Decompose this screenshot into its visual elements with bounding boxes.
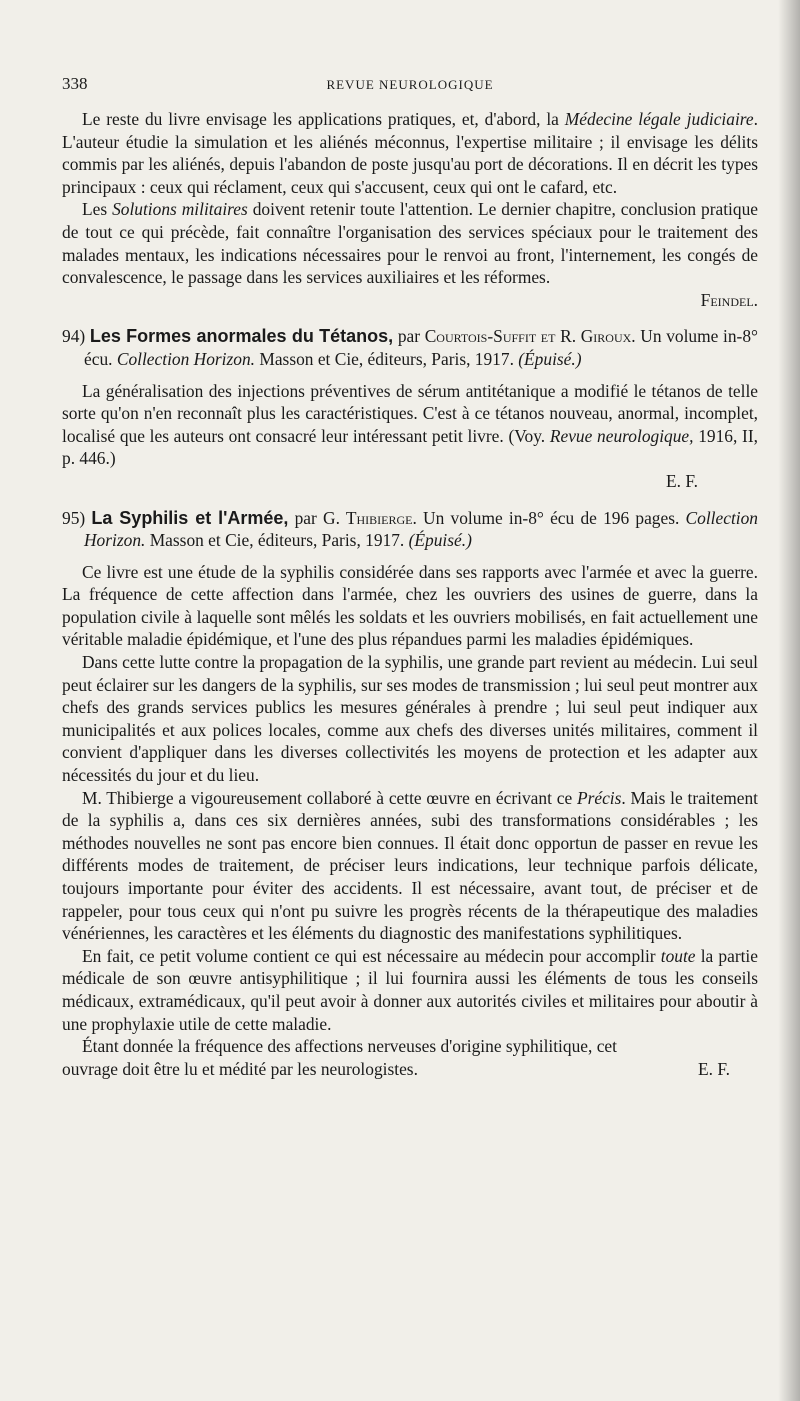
review95-paragraph-1: Ce livre est une étude de la syphilis considérée dans ses rapports avec l'armée et avec la guerre. La fréquence de cette affection dans l'armée, chez les ouvriers des usines de guerre, dans la population civile à laquelle sont mêlés les soldats et les ouvriers mobilisés, en fait actuellement une véritable maladie épidémique, et l'une des plus répandues parmi les maladies épidémiques.	[62, 561, 758, 650]
page	[62, 74, 758, 1080]
review94-heading: 94) Les Formes anormales du Tétanos, par Courtois-Suffit et R. Giroux. Un volume in-8° écu. Collection Horizon. Masson et Cie, éditeurs, Paris, 1917. (Épuisé.)	[62, 326, 758, 369]
review-95	[62, 507, 758, 1081]
review95-title: La Syphilis et l'Armée,	[91, 507, 289, 528]
review94-body: La généralisation des injections préventives de sérum antitétanique a modifié le tétanos de telle sorte qu'on n'en reconnaît plus les caractéristiques. C'est à ce tétanos nouveau, anormal, incomplet, localisé que les auteurs ont consacré leur intéressant petit livre. (Voy. Revue neurologique, 1916, II, p. 446.)	[62, 380, 758, 469]
review94-title: Les Formes anormales du Tétanos,	[89, 326, 394, 347]
review95-paragraph-3: M. Thibierge a vigoureusement collaboré à cette œuvre en écrivant ce Précis. Mais le traitement de la syphilis a, dans ces six dernières années, subi des transformations considérables ; les méthodes nouvelles ne sont pas encore bien connues. Il était donc opportun de passer en revue les différents modes de traitement, de préciser leurs indications, leur technique parfois délicate, toujours importante pour éviter des accidents. Il est nécessaire, avant tout, de préciser et de rappeler, pour tous ceux qui n'ont pu suivre les progrès récents de la thérapeutique des maladies vénériennes, les caractères et les éléments du diagnostic des manifestations syphilitiques.	[62, 787, 758, 944]
review95-paragraph-5: Étant donnée la fréquence des affections nerveuses d'origine syphilitique, cet	[82, 1036, 617, 1057]
running-head	[62, 74, 758, 108]
review-94	[62, 325, 758, 492]
review95-paragraph-4: En fait, ce petit volume contient ce qui est nécessaire au médecin pour accomplir toute la partie médicale de son œuvre antisyphilitique ; il lui fournira aussi les éléments de tous les conseils médicaux, extramédicaux, qu'il peut avoir à donner aux autorités civiles et militaires pour aboutir à une prophylaxie utile de cette maladie.	[62, 945, 758, 1034]
journal-title: REVUE NEUROLOGIQUE	[326, 77, 494, 92]
review95-heading: 95) La Syphilis et l'Armée, par G. Thibierge. Un volume in-8° écu de 196 pages. Collection Horizon. Masson et Cie, éditeurs, Paris, 1917. (Épuisé.)	[62, 507, 758, 551]
review95-last-line: ouvrage doit être lu et médité par les neurologistes. E. F.	[62, 1058, 758, 1081]
page-edge-shadow	[778, 0, 800, 1401]
review93-signature: Feindel.	[700, 289, 758, 310]
review94-signature: E. F.	[666, 470, 698, 491]
review95-paragraph-2: Dans cette lutte contre la propagation de la syphilis, une grande part revient au médecin. Lui seul peut éclairer sur les dangers de la syphilis, sur ses modes de transmission ; lui seul peut montrer aux chefs des grands services publics les mesures générales à prendre ; lui seul peut indiquer aux municipalités et aux polices locales, comme aux chefs des diverses unités militaires, comment il convient d'appliquer dans les diverses collectivités les moyens de protection et les adapter aux nécessités du jour et du lieu.	[62, 652, 758, 786]
review95-authors: G. Thibierge.	[323, 507, 417, 528]
page-number: 338	[62, 74, 88, 93]
review94-authors: Courtois-Suffit et R. Giroux.	[424, 326, 636, 347]
review95-signature: E. F.	[698, 1058, 730, 1079]
review93-paragraph-1: Le reste du livre envisage les applications pratiques, et, d'abord, la Médecine légale judiciaire. L'auteur étudie la simulation et les aliénés méconnus, l'expertise militaire ; il envisage les délits commis par les aliénés, depuis l'abandon de poste jusqu'au port de décorations. Il en décrit les types principaux : ceux qui réclament, ceux qui s'accusent, ceux qui ont le cafard, etc.	[62, 109, 758, 197]
review93-paragraph-2: Les Solutions militaires doivent retenir toute l'attention. Le dernier chapitre, conclusion pratique de tout ce qui précède, fait connaître l'organisation des services spéciaux pour le traitement des malades mentaux, les indications nécessaires pour le renvoi au front, l'internement, les congés de convalescence, le passage dans les services auxiliaires et les réformes.	[62, 199, 759, 288]
